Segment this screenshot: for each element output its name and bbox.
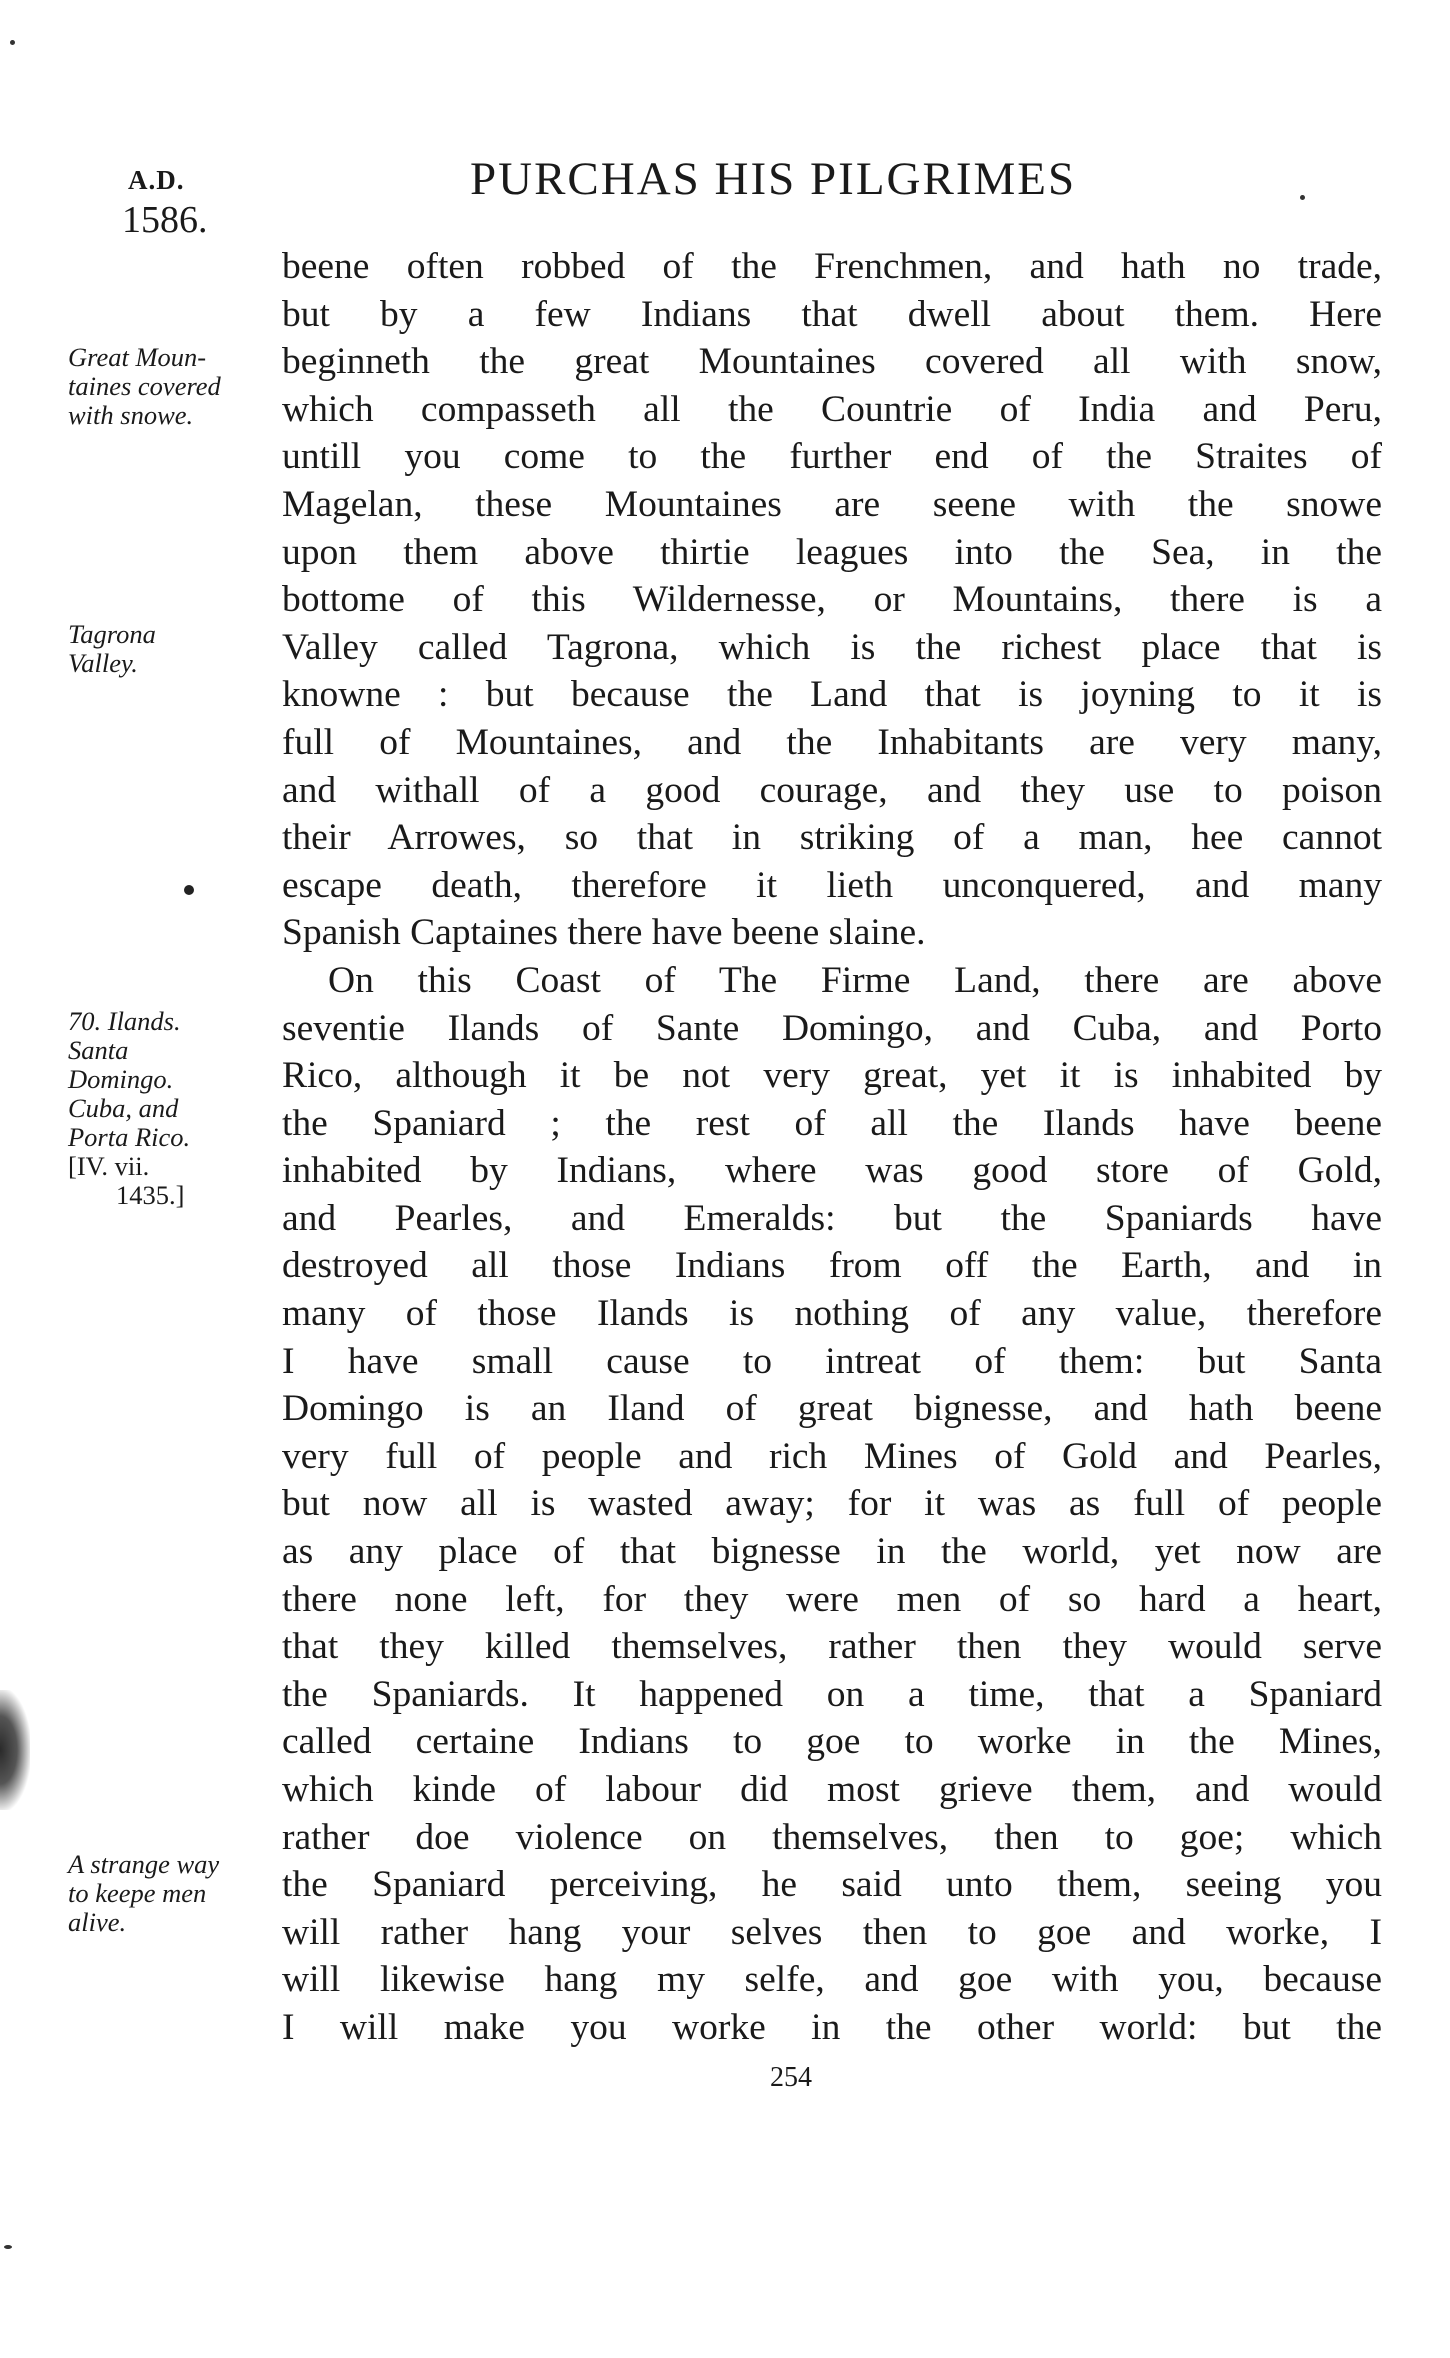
text-line: destroyed all those Indians from off the Earth, and in	[282, 1245, 1382, 1287]
text-line: upon them above thirtie leagues into the Sea, in the	[282, 531, 1382, 573]
text-line: that they killed themselves, rather then they would serve	[282, 1626, 1382, 1668]
margin-era: A.D.	[128, 165, 185, 195]
text-line: the Spaniards. It happened on a time, that a Spaniard	[282, 1673, 1382, 1715]
text-line: and withall of a good courage, and they use to poison	[282, 769, 1382, 811]
text-line: but now all is wasted away; for it was as full of people	[282, 1483, 1382, 1525]
scan-thumb-shadow	[0, 1690, 30, 1810]
text-line: full of Mountaines, and the Inhabitants are very many,	[282, 721, 1382, 763]
text-line: Spanish Captaines there have beene slaine.	[282, 912, 926, 954]
margin-note-line: Santa	[68, 1035, 129, 1065]
text-line: which kinde of labour did most grieve them, and would	[282, 1769, 1382, 1810]
margin-note-line: 70. Ilands.	[68, 1006, 181, 1036]
margin-note-line: Porta Rico.	[68, 1122, 191, 1152]
margin-note-line: Valley.	[68, 648, 138, 678]
margin-note-line: Cuba, and	[68, 1093, 179, 1123]
margin-year: 1586.	[122, 199, 208, 241]
text-line: On this Coast of The Firme Land, there are above	[328, 959, 1382, 1001]
text-line: I have small cause to intreat of them: but Santa	[282, 1340, 1382, 1382]
text-line: will rather hang your selves then to goe and worke, I	[282, 1911, 1382, 1953]
text-line: Magelan, these Mountaines are seene with the snowe	[282, 483, 1382, 525]
text-line: their Arrowes, so that in striking of a man, hee cannot	[282, 817, 1382, 859]
ink-dot	[184, 885, 194, 895]
margin-note-line: alive.	[68, 1907, 127, 1937]
text-line: but by a few Indians that dwell about them. Here	[282, 293, 1382, 335]
margin-note-line: A strange way	[68, 1849, 220, 1879]
margin-note-line: Domingo.	[68, 1064, 174, 1094]
volume-ref-line: 1435.]	[116, 1180, 185, 1210]
text-line: knowne : but because the Land that is joyning to it is	[282, 674, 1382, 716]
scan-speck	[10, 40, 15, 45]
margin-note-line: Great Moun-	[68, 342, 207, 372]
text-line: which compasseth all the Countrie of India and Peru,	[282, 388, 1382, 430]
margin-note-line: with snowe.	[68, 400, 194, 430]
text-line: as any place of that bignesse in the world, yet now are	[282, 1531, 1382, 1573]
body-text	[282, 243, 1382, 2052]
text-line: there none left, for they were men of so hard a heart,	[282, 1578, 1382, 1620]
text-line: very full of people and rich Mines of Gold and Pearles,	[282, 1435, 1382, 1477]
margin-note-line: to keepe men	[68, 1878, 207, 1908]
text-line: bottome of this Wildernesse, or Mountains, there is a	[282, 579, 1382, 621]
margin-note-line: Tagrona	[68, 619, 156, 649]
scan-speck	[1300, 195, 1305, 200]
text-line: the Spaniard perceiving, he said unto them, seeing you	[282, 1864, 1382, 1906]
text-line: the Spaniard ; the rest of all the Ilands have beene	[282, 1102, 1382, 1144]
text-line: and Pearles, and Emeralds: but the Spaniards have	[282, 1197, 1382, 1239]
margin-note-ilands	[68, 1007, 190, 1152]
margin-note-tagrona	[68, 620, 156, 678]
volume-ref-line: [IV. vii.	[68, 1151, 150, 1181]
margin-note-strange-way	[68, 1850, 219, 1937]
text-line: I will make you worke in the other world: but the	[282, 2006, 1382, 2048]
text-line: untill you come to the further end of the Straites of	[282, 436, 1382, 478]
text-line: seventie Ilands of Sante Domingo, and Cuba, and Porto	[282, 1007, 1382, 1049]
margin-note-volume-ref	[68, 1152, 184, 1210]
text-line: beene often robbed of the Frenchmen, and hath no trade,	[282, 246, 1382, 287]
text-line: will likewise hang my selfe, and goe with you, because	[282, 1959, 1382, 2001]
text-line: many of those Ilands is nothing of any value, therefore	[282, 1293, 1382, 1335]
margin-note-mountaines	[68, 343, 221, 430]
page-number: 254	[770, 2062, 812, 2093]
text-line: inhabited by Indians, where was good store of Gold,	[282, 1150, 1382, 1192]
text-line: called certaine Indians to goe to worke in the Mines,	[282, 1721, 1382, 1763]
text-line: Domingo is an Iland of great bignesse, and hath beene	[282, 1388, 1382, 1430]
text-line: escape death, therefore it lieth unconquered, and many	[282, 864, 1382, 906]
margin-note-line: taines covered	[68, 371, 221, 401]
text-line: Valley called Tagrona, which is the richest place that is	[282, 626, 1382, 668]
scan-speck	[4, 2245, 12, 2249]
text-line: Rico, although it be not very great, yet it is inhabited by	[282, 1055, 1382, 1097]
running-head-title: PURCHAS HIS PILGRIMES	[470, 153, 1077, 205]
text-line: beginneth the great Mountaines covered all with snow,	[282, 341, 1382, 383]
text-line: rather doe violence on themselves, then to goe; which	[282, 1816, 1382, 1858]
